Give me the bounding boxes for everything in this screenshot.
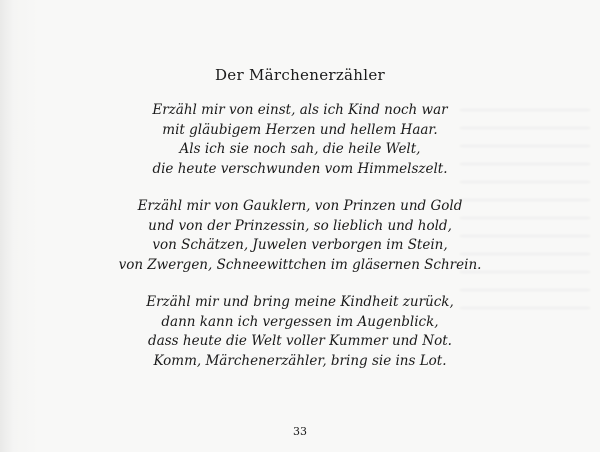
poem-line: Erzähl mir und bring meine Kindheit zurück, bbox=[146, 294, 454, 310]
poem-line: dann kann ich vergessen im Augenblick, bbox=[161, 313, 439, 330]
stanza-1 bbox=[0, 101, 600, 179]
poem-body bbox=[0, 101, 600, 389]
poem-line: Erzähl mir von einst, als ich Kind noch war bbox=[152, 102, 448, 118]
poem-title: Der Märchenerzähler bbox=[214, 66, 385, 84]
poem-line: von Zwergen, Schneewittchen im gläsernen Schrein. bbox=[118, 256, 482, 273]
poem-line: Als ich sie noch sah, die heile Welt, bbox=[179, 141, 421, 157]
poem-line: dass heute die Welt voller Kummer und Not. bbox=[148, 333, 452, 349]
poem-line: und von der Prinzessin, so lieblich und hold, bbox=[148, 217, 452, 234]
poem-line: mit gläubigem Herzen und hellem Haar. bbox=[162, 121, 438, 138]
stanza-2 bbox=[0, 197, 600, 275]
poem-line: von Schätzen, Juwelen verborgen im Stein, bbox=[152, 237, 448, 253]
stanza-3 bbox=[0, 293, 600, 371]
poem-line: die heute verschwunden vom Himmelszelt. bbox=[152, 160, 448, 177]
page-number: 33 bbox=[293, 425, 307, 438]
poem-line: Komm, Märchenerzähler, bring sie ins Lot. bbox=[153, 352, 447, 369]
poem-line: Erzähl mir von Gauklern, von Prinzen und Gold bbox=[137, 198, 463, 214]
